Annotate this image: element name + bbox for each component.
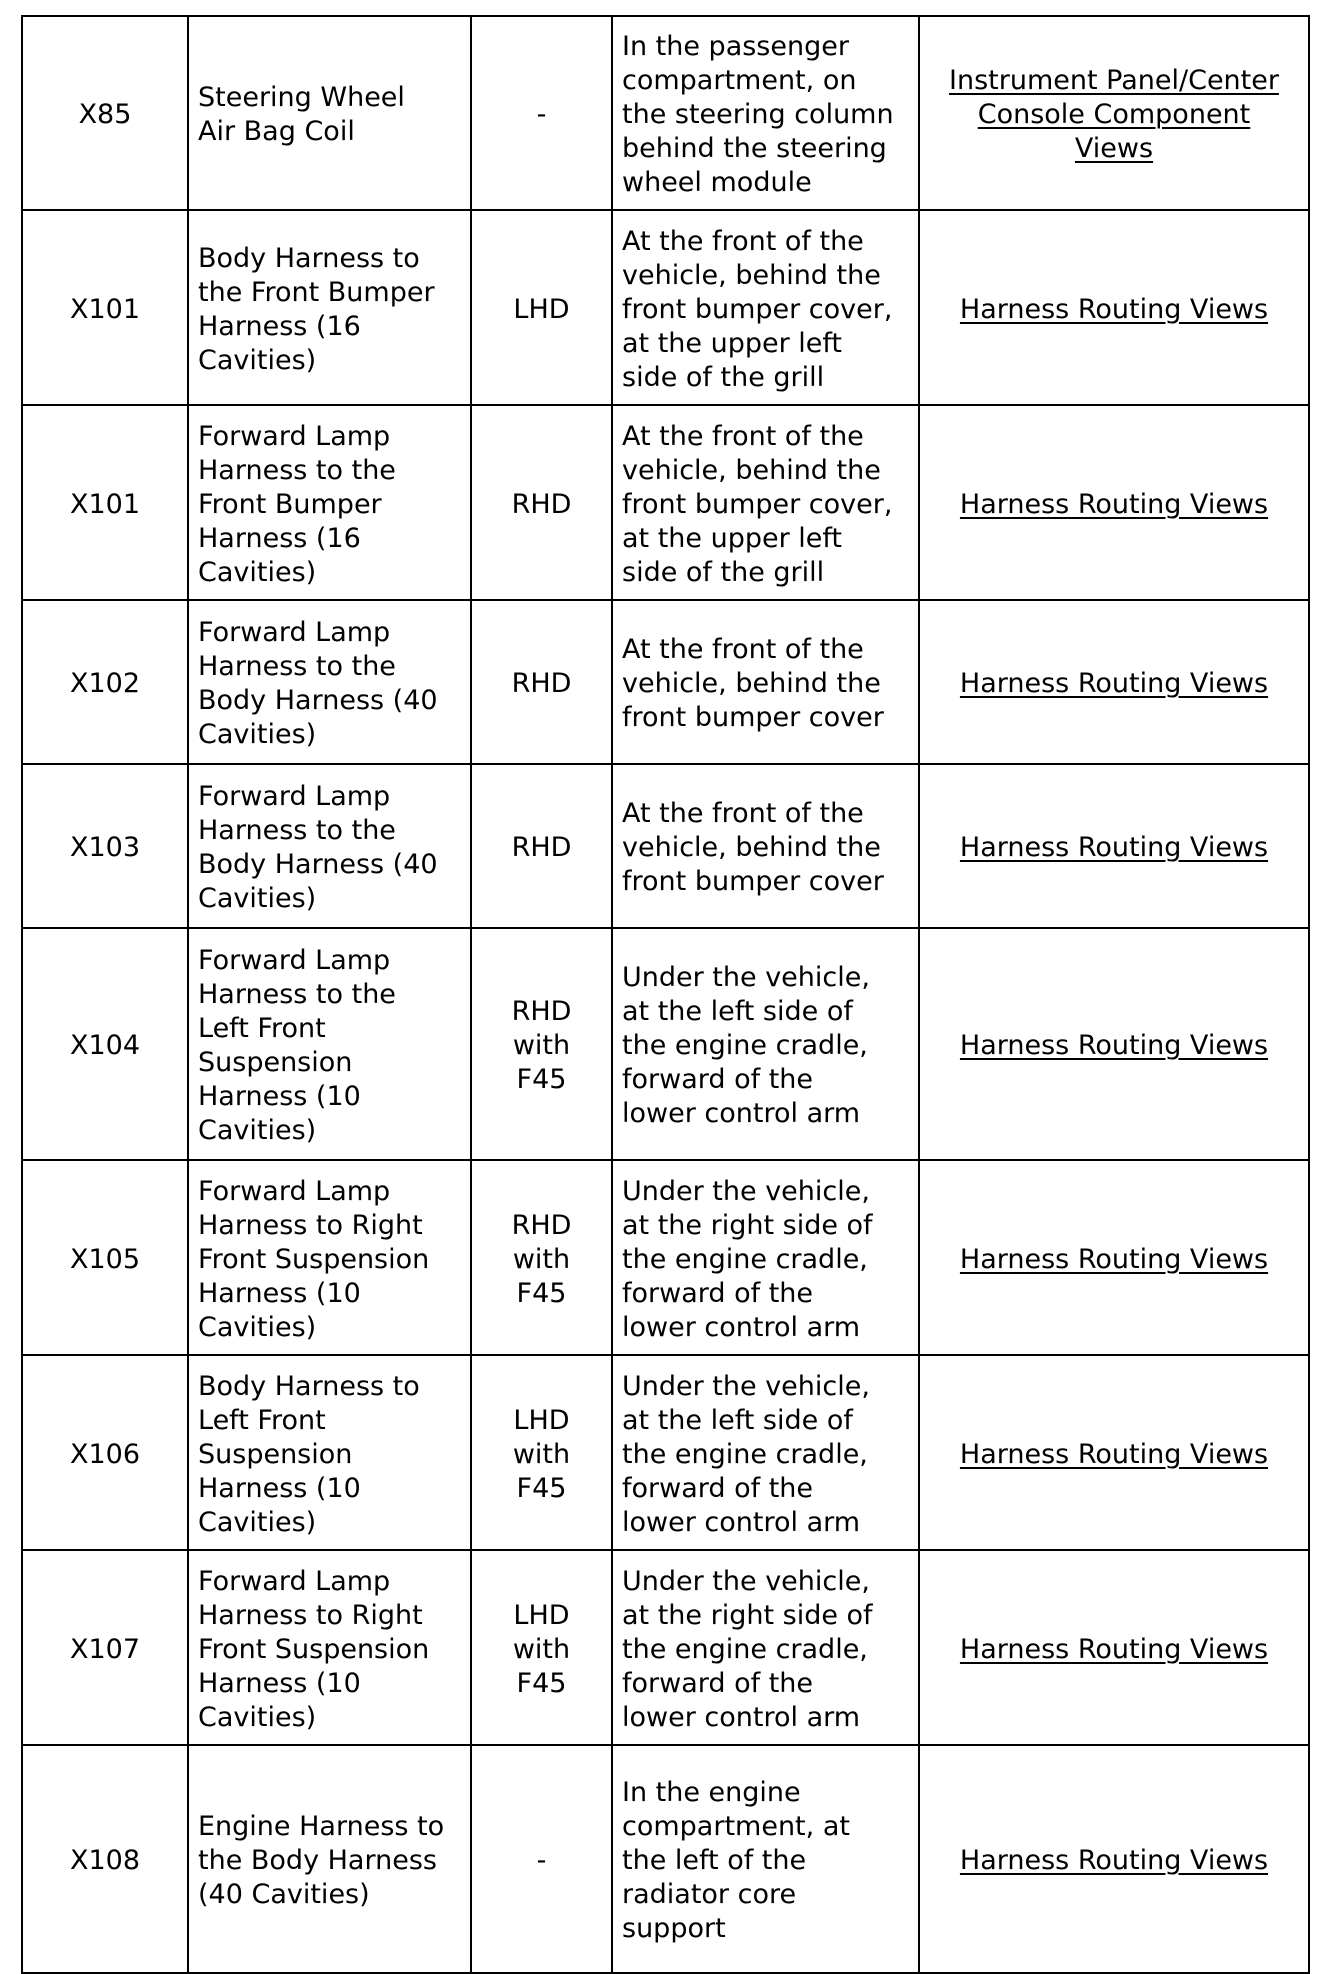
connector-table xyxy=(21,15,1310,1974)
location-line: wheel module xyxy=(622,167,812,198)
connector-description-cell xyxy=(188,210,471,405)
connector-location-cell xyxy=(612,928,919,1160)
description-line: Harness to Right xyxy=(198,1599,423,1631)
connector-options-cell xyxy=(471,1160,612,1355)
location-line: at the right side of xyxy=(622,1209,873,1241)
component-view-cell xyxy=(919,600,1309,764)
table-row xyxy=(22,210,1309,405)
component-view-link-line[interactable]: Views xyxy=(1074,133,1154,164)
connector-location-cell xyxy=(612,1745,919,1973)
component-view-link-line[interactable]: Harness Routing Views xyxy=(959,1633,1269,1665)
component-view-link-line[interactable]: Harness Routing Views xyxy=(959,1030,1269,1061)
description-line: Forward Lamp xyxy=(198,1175,391,1207)
location-line: the steering column xyxy=(622,99,894,130)
connector-description-cell xyxy=(188,1355,471,1550)
connector-id-cell: X101 xyxy=(22,405,188,600)
description-line: Cavities) xyxy=(198,1701,317,1733)
connector-id-cell: X101 xyxy=(22,210,188,405)
component-view-link-line[interactable]: Harness Routing Views xyxy=(959,488,1269,520)
description-line: Engine Harness to xyxy=(198,1811,445,1842)
connector-description-cell xyxy=(188,405,471,600)
options-line: - xyxy=(536,1845,547,1876)
description-line: Suspension xyxy=(198,1047,353,1078)
description-line: Cavities) xyxy=(198,344,317,376)
location-line: vehicle, behind the xyxy=(622,454,881,486)
location-line: At the front of the xyxy=(622,420,864,452)
description-line: Harness to the xyxy=(198,979,396,1010)
component-view-cell xyxy=(919,928,1309,1160)
connector-options-cell xyxy=(471,1355,612,1550)
location-line: the engine cradle, xyxy=(622,1438,868,1470)
options-line: RHD xyxy=(511,488,572,520)
component-view-cell xyxy=(919,764,1309,928)
connector-options-cell xyxy=(471,600,612,764)
description-line: Harness to Right xyxy=(198,1209,423,1241)
connector-options-cell xyxy=(471,764,612,928)
location-line: the engine cradle, xyxy=(622,1030,868,1061)
options-line: F45 xyxy=(516,1064,567,1095)
component-view-link-line[interactable]: Harness Routing Views xyxy=(959,832,1269,863)
connector-description-cell xyxy=(188,764,471,928)
location-line: support xyxy=(622,1913,726,1944)
component-view-link[interactable] xyxy=(929,1243,1299,1277)
location-line: vehicle, behind the xyxy=(622,832,881,863)
description-line: Forward Lamp xyxy=(198,945,391,976)
connector-id-cell: X102 xyxy=(22,600,188,764)
component-view-link[interactable] xyxy=(929,293,1299,327)
location-line: at the left side of xyxy=(622,1404,853,1436)
component-view-link[interactable] xyxy=(929,1438,1299,1472)
connector-options-cell xyxy=(471,210,612,405)
description-line: Forward Lamp xyxy=(198,1565,391,1597)
description-line: Harness to the xyxy=(198,651,396,682)
options-line: RHD xyxy=(511,996,572,1027)
connector-description-cell xyxy=(188,1160,471,1355)
options-line: RHD xyxy=(511,832,572,863)
table-row xyxy=(22,1745,1309,1973)
component-view-link[interactable] xyxy=(929,667,1299,701)
description-line: the Front Bumper xyxy=(198,276,435,308)
location-line: at the upper left xyxy=(622,522,843,554)
component-view-link[interactable] xyxy=(929,488,1299,522)
connector-description-cell xyxy=(188,1550,471,1745)
location-line: at the right side of xyxy=(622,1599,873,1631)
description-line: Body Harness (40 xyxy=(198,849,438,880)
description-line: Harness (10 xyxy=(198,1081,361,1112)
location-line: lower control arm xyxy=(622,1311,861,1343)
connector-id-cell: X103 xyxy=(22,764,188,928)
location-line: front bumper cover xyxy=(622,702,884,733)
connector-options-cell xyxy=(471,16,612,210)
connector-description-cell xyxy=(188,1745,471,1973)
location-line: the engine cradle, xyxy=(622,1243,868,1275)
location-line: lower control arm xyxy=(622,1701,861,1733)
options-line: LHD xyxy=(513,1404,570,1436)
connector-location-cell xyxy=(612,210,919,405)
description-line: Harness (10 xyxy=(198,1472,361,1504)
options-line: LHD xyxy=(513,293,570,325)
connector-id-cell: X107 xyxy=(22,1550,188,1745)
options-line: with xyxy=(512,1438,571,1470)
connector-location-cell xyxy=(612,405,919,600)
component-view-link[interactable] xyxy=(929,64,1299,166)
component-view-link-line[interactable]: Instrument Panel/Center xyxy=(949,65,1279,96)
connector-options-cell xyxy=(471,405,612,600)
options-line: F45 xyxy=(516,1277,567,1309)
component-view-cell xyxy=(919,1355,1309,1550)
description-line: Harness (10 xyxy=(198,1277,361,1309)
connector-id-cell: X108 xyxy=(22,1745,188,1973)
description-line: Forward Lamp xyxy=(198,781,391,812)
options-line: RHD xyxy=(511,1209,572,1241)
location-line: At the front of the xyxy=(622,798,864,829)
location-line: side of the grill xyxy=(622,361,825,393)
description-line: Cavities) xyxy=(198,1506,317,1538)
component-view-cell xyxy=(919,1160,1309,1355)
connector-description-cell xyxy=(188,928,471,1160)
options-line: with xyxy=(512,1633,571,1665)
table-row xyxy=(22,764,1309,928)
location-line: Under the vehicle, xyxy=(622,1370,870,1402)
component-view-link[interactable] xyxy=(929,831,1299,865)
location-line: forward of the xyxy=(622,1064,814,1095)
options-line: - xyxy=(536,99,547,130)
location-line: Under the vehicle, xyxy=(622,962,870,993)
connector-id-cell: X85 xyxy=(22,16,188,210)
location-line: front bumper cover, xyxy=(622,488,893,520)
component-view-link-line[interactable]: Harness Routing Views xyxy=(959,1845,1269,1876)
location-line: side of the grill xyxy=(622,556,825,588)
location-line: lower control arm xyxy=(622,1506,861,1538)
location-line: front bumper cover, xyxy=(622,293,893,325)
component-view-link-line[interactable]: Harness Routing Views xyxy=(959,293,1269,325)
table-row xyxy=(22,928,1309,1160)
description-line: Front Bumper xyxy=(198,488,382,520)
description-line: Body Harness to xyxy=(198,242,420,274)
description-line: Steering Wheel xyxy=(198,82,405,113)
description-line: Front Suspension xyxy=(198,1633,430,1665)
location-line: at the left side of xyxy=(622,996,853,1027)
description-line: Left Front xyxy=(198,1013,326,1044)
connector-location-cell xyxy=(612,600,919,764)
table-row xyxy=(22,16,1309,210)
location-line: at the upper left xyxy=(622,327,843,359)
location-line: In the engine xyxy=(622,1777,801,1808)
location-line: Under the vehicle, xyxy=(622,1565,870,1597)
description-line: Harness (16 xyxy=(198,522,361,554)
description-line: Harness to the xyxy=(198,454,396,486)
table-row xyxy=(22,1355,1309,1550)
component-view-cell xyxy=(919,405,1309,600)
location-line: behind the steering xyxy=(622,133,887,164)
component-view-cell xyxy=(919,16,1309,210)
description-line: Cavities) xyxy=(198,1311,317,1343)
description-line: Body Harness (40 xyxy=(198,685,438,716)
options-line: RHD xyxy=(511,668,572,699)
component-view-link-line[interactable]: Console Component xyxy=(977,99,1251,130)
description-line: Body Harness to xyxy=(198,1370,420,1402)
description-line: Harness (10 xyxy=(198,1667,361,1699)
component-view-link-line[interactable]: Harness Routing Views xyxy=(959,668,1269,699)
description-line: Front Suspension xyxy=(198,1243,430,1275)
table-row xyxy=(22,1160,1309,1355)
connector-location-cell xyxy=(612,764,919,928)
table-row xyxy=(22,1550,1309,1745)
component-view-cell xyxy=(919,1550,1309,1745)
connector-description-cell xyxy=(188,16,471,210)
options-line: with xyxy=(512,1243,571,1275)
description-line: Cavities) xyxy=(198,1115,317,1146)
connector-options-cell xyxy=(471,1745,612,1973)
description-line: Harness (16 xyxy=(198,310,361,342)
location-line: the left of the xyxy=(622,1845,807,1876)
options-line: LHD xyxy=(513,1599,570,1631)
description-line: (40 Cavities) xyxy=(198,1879,370,1910)
connector-location-cell xyxy=(612,1355,919,1550)
location-line: forward of the xyxy=(622,1472,814,1504)
location-line: In the passenger xyxy=(622,31,849,62)
connector-options-cell xyxy=(471,928,612,1160)
location-line: lower control arm xyxy=(622,1098,861,1129)
location-line: At the front of the xyxy=(622,634,864,665)
location-line: At the front of the xyxy=(622,225,864,257)
location-line: vehicle, behind the xyxy=(622,259,881,291)
location-line: Under the vehicle, xyxy=(622,1175,870,1207)
description-line: Suspension xyxy=(198,1438,353,1470)
description-line: Harness to the xyxy=(198,815,396,846)
location-line: compartment, at xyxy=(622,1811,850,1842)
location-line: radiator core xyxy=(622,1879,797,1910)
location-line: compartment, on xyxy=(622,65,857,96)
connector-id-cell: X104 xyxy=(22,928,188,1160)
location-line: the engine cradle, xyxy=(622,1633,868,1665)
connector-table-page xyxy=(21,15,1308,1974)
options-line: F45 xyxy=(516,1472,567,1504)
location-line: front bumper cover xyxy=(622,866,884,897)
options-line: F45 xyxy=(516,1667,567,1699)
description-line: Forward Lamp xyxy=(198,617,391,648)
component-view-cell xyxy=(919,210,1309,405)
component-view-link-line[interactable]: Harness Routing Views xyxy=(959,1243,1269,1275)
connector-location-cell xyxy=(612,1550,919,1745)
location-line: forward of the xyxy=(622,1277,814,1309)
component-view-link[interactable] xyxy=(929,1633,1299,1667)
connector-location-cell xyxy=(612,16,919,210)
component-view-link[interactable] xyxy=(929,1844,1299,1878)
options-line: with xyxy=(512,1030,571,1061)
description-line: Cavities) xyxy=(198,883,317,914)
connector-options-cell xyxy=(471,1550,612,1745)
description-line: Left Front xyxy=(198,1404,326,1436)
description-line: Cavities) xyxy=(198,719,317,750)
connector-table-body xyxy=(22,16,1309,1973)
description-line: Forward Lamp xyxy=(198,420,391,452)
description-line: the Body Harness xyxy=(198,1845,437,1876)
component-view-link[interactable] xyxy=(929,1029,1299,1063)
connector-location-cell xyxy=(612,1160,919,1355)
component-view-cell xyxy=(919,1745,1309,1973)
connector-description-cell xyxy=(188,600,471,764)
connector-id-cell: X106 xyxy=(22,1355,188,1550)
connector-id-cell: X105 xyxy=(22,1160,188,1355)
component-view-link-line[interactable]: Harness Routing Views xyxy=(959,1438,1269,1470)
location-line: vehicle, behind the xyxy=(622,668,881,699)
location-line: forward of the xyxy=(622,1667,814,1699)
description-line: Air Bag Coil xyxy=(198,116,355,147)
description-line: Cavities) xyxy=(198,556,317,588)
table-row xyxy=(22,405,1309,600)
table-row xyxy=(22,600,1309,764)
